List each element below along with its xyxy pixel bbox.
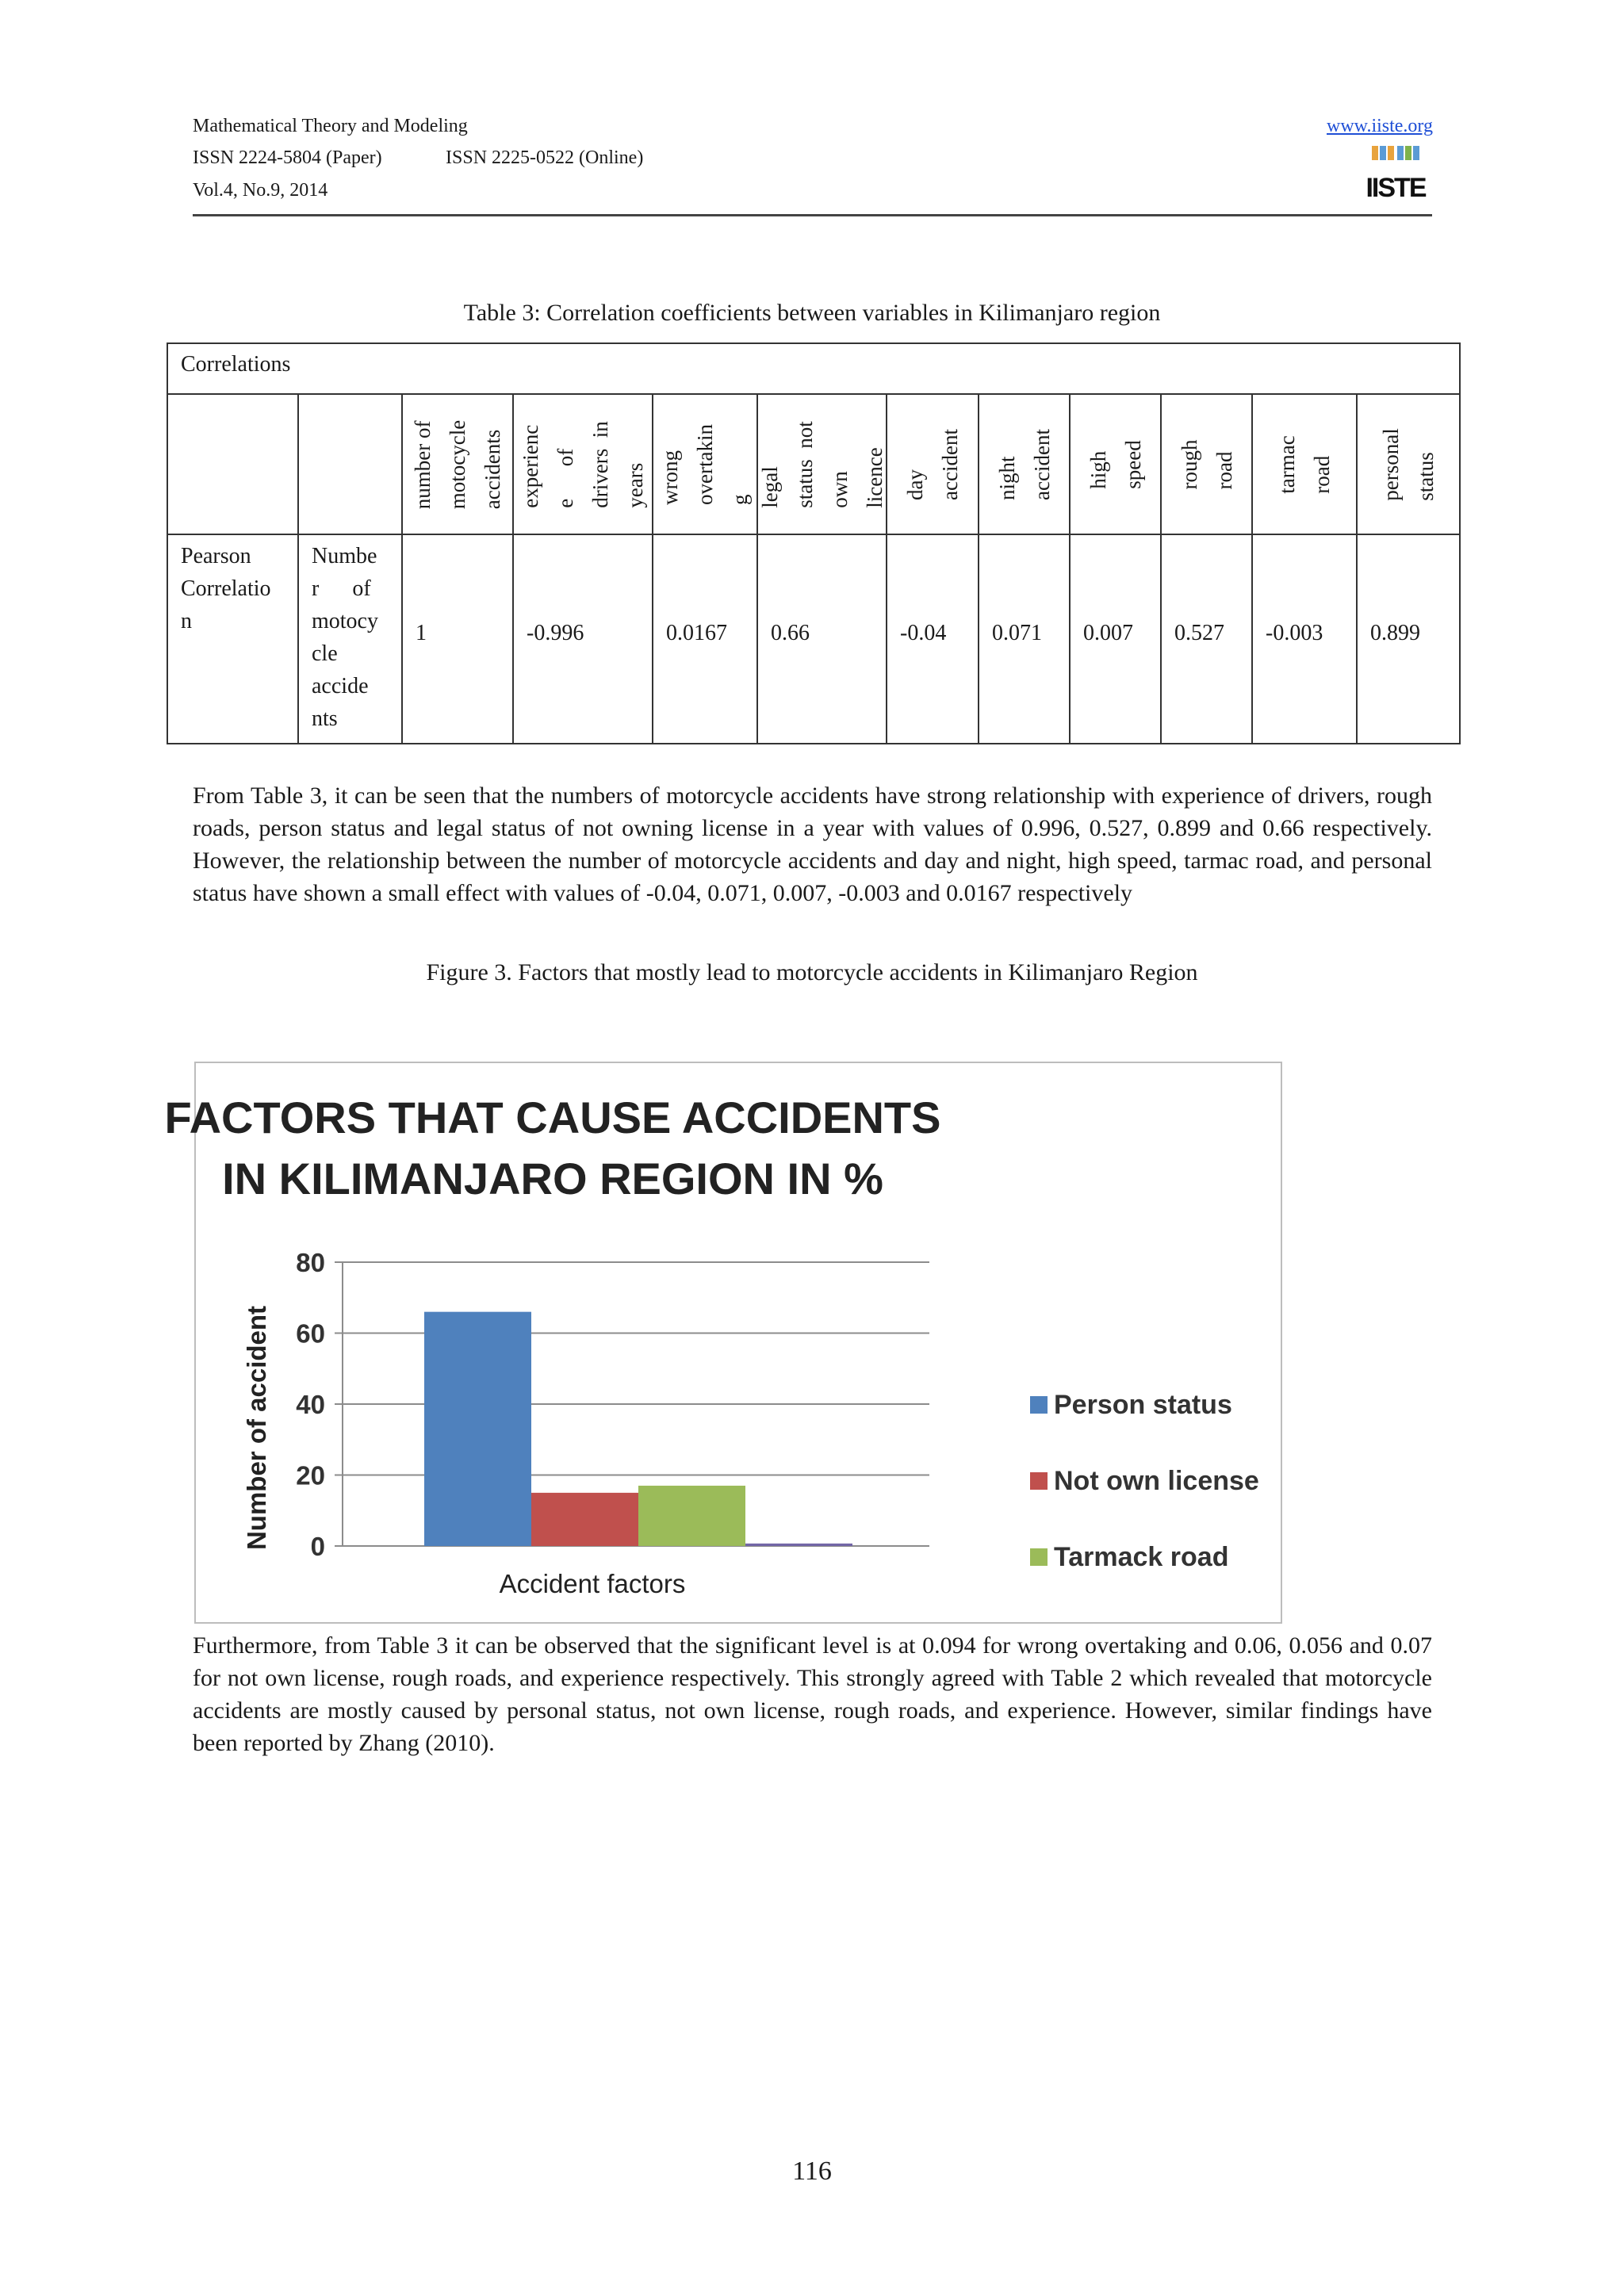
page-number: 116 <box>792 2156 832 2186</box>
website-link[interactable]: www.iiste.org <box>1327 116 1433 136</box>
bar-tarmack-road <box>638 1486 745 1546</box>
table-cell: 0.0167 <box>653 534 757 744</box>
column-header: night accident <box>979 394 1070 534</box>
legend-label: Tarmack road <box>1054 1542 1229 1572</box>
issn-paper: ISSN 2224-5804 (Paper) <box>193 147 382 168</box>
table-cell: 0.071 <box>979 534 1070 744</box>
chart-title-line-1: FACTORS THAT CAUSE ACCIDENTS <box>164 1093 941 1142</box>
y-tick-label: 60 <box>296 1318 325 1349</box>
chart-x-axis-label: Accident factors <box>499 1569 686 1598</box>
y-tick-label: 0 <box>310 1532 325 1561</box>
legend-label: Not own license <box>1054 1466 1259 1496</box>
table-cell: 0.899 <box>1357 534 1460 744</box>
legend-swatch <box>1030 1548 1048 1566</box>
header-empty-cell <box>298 394 402 534</box>
table-cell: -0.003 <box>1252 534 1357 744</box>
column-header: experienc e of drivers in years <box>513 394 653 534</box>
column-header: rough road <box>1161 394 1252 534</box>
table-row <box>167 534 1460 744</box>
chart-frame <box>164 1062 1282 1624</box>
legend-swatch <box>1030 1472 1048 1490</box>
row-label-variable: Numbe r of motocy cle accide nts <box>298 534 402 744</box>
table-cell: 0.527 <box>1161 534 1252 744</box>
correlation-table <box>167 342 1461 744</box>
logo-text: IISTE <box>1365 173 1426 203</box>
column-header: day accident <box>887 394 979 534</box>
legend-label: Person status <box>1054 1390 1232 1420</box>
chart-title-line-2: IN KILIMANJARO REGION IN % <box>222 1154 883 1203</box>
bar-not-own-license <box>531 1493 638 1546</box>
header-empty-cell <box>167 394 298 534</box>
column-header: number of motocycle accidents <box>402 394 513 534</box>
header-rule <box>193 214 1432 216</box>
row-label-pearson: Pearson Correlatio n <box>167 534 298 744</box>
chart-y-axis-label: Number of accident <box>242 1305 271 1551</box>
y-tick-label: 20 <box>296 1460 325 1490</box>
bar-person-status <box>424 1312 531 1546</box>
column-header: tarmac road <box>1252 394 1357 534</box>
column-header: legal status not own licence <box>757 394 887 534</box>
table-caption: Table 3: Correlation coefficients between variables in Kilimanjaro region <box>463 300 1161 326</box>
y-tick-label: 40 <box>296 1390 325 1419</box>
table-cell: 0.66 <box>757 534 887 744</box>
column-header: wrong overtakin g <box>653 394 757 534</box>
iiste-logo <box>1365 144 1426 203</box>
issn-online: ISSN 2225-0522 (Online) <box>446 147 644 168</box>
bar-unlabeled <box>745 1544 852 1546</box>
body-paragraph-2: Furthermore, from Table 3 it can be observed that the significant level is at 0.094 for wrong overtaking and 0.06, 0.056 and 0.07 for not own license, rough roads, and experience respectively. This strongly agreed with Table 2 which revealed that motorcycle accidents are mostly caused by personal status, not own license, rough roads, and experience. However, similar findings have been reported by Zhang (2010). <box>193 1632 1432 1756</box>
figure-caption: Figure 3. Factors that mostly lead to motorcycle accidents in Kilimanjaro Region <box>426 959 1198 985</box>
table-cell: 0.007 <box>1070 534 1161 744</box>
body-paragraph-1: From Table 3, it can be seen that the numbers of motorcycle accidents have strong relationship with experience of drivers, rough roads, person status and legal status of not owning license in a year with values of 0.996, 0.527, 0.899 and 0.66 respectively. However, the relationship between the number of motorcycle accidents and day and night, high speed, tarmac road, and personal status have shown a small effect with values of -0.04, 0.071, 0.007, -0.003 and 0.0167 respectively <box>193 783 1432 906</box>
column-header: high speed <box>1070 394 1161 534</box>
y-tick-label: 80 <box>296 1248 325 1277</box>
column-header: personal status <box>1357 394 1460 534</box>
legend-swatch <box>1030 1396 1048 1414</box>
table-cell: -0.996 <box>513 534 653 744</box>
bar-chart <box>164 1063 1281 1622</box>
table-cell: 1 <box>402 534 513 744</box>
volume-info: Vol.4, No.9, 2014 <box>193 180 328 201</box>
journal-name: Mathematical Theory and Modeling <box>193 116 468 136</box>
table-cell: -0.04 <box>887 534 979 744</box>
table-title: Correlations <box>167 343 1460 394</box>
